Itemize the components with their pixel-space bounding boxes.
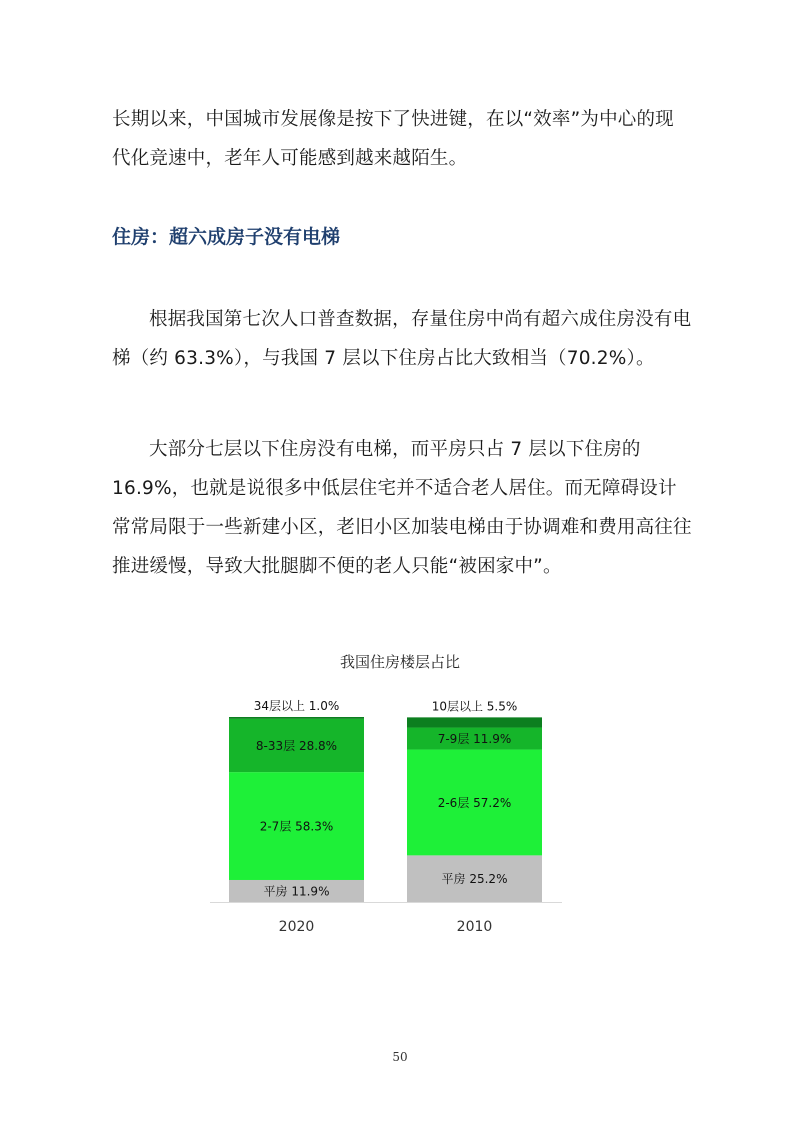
category-label-2020: 2020 <box>278 919 315 935</box>
segment-label: 2-7层 58.3% <box>259 819 334 834</box>
page-number: 50 <box>392 1050 408 1064</box>
segment-label: 10层以上 5.5% <box>431 699 518 714</box>
segment-label: 2-6层 57.2% <box>437 795 512 810</box>
segment-label: 34层以上 1.0% <box>253 699 340 713</box>
segment-label: 平房 11.9% <box>263 884 330 899</box>
category-label-2010: 2010 <box>456 919 493 935</box>
paragraph-low-rise: 大部分七层以下住房没有电梯，而平房只占 7 层以下住房的 16.9%，也就是说很多中低层住宅并不适合老人居住。而无障碍设计常常局限于一些新建小区，老旧小区加装电梯由于协调难和费用高往往推进缓慢，导致大批腿脚不便的老人只能“被困家中”。 <box>112 439 692 577</box>
chart-title: 我国住房楼层占比 <box>339 653 460 671</box>
bar-segment-2020-3 <box>229 717 364 719</box>
paragraph-census: 根据我国第七次人口普查数据，存量住房中尚有超六成住房没有电梯（约 63.3%），与我国 7 层以下住房占比大致相当（70.2%）。 <box>112 309 692 369</box>
segment-label: 7-9层 11.9% <box>437 732 512 747</box>
paragraph-intro: 长期以来，中国城市发展像是按下了快进键，在以“效率”为中心的现代化竞速中，老年人可能感到越来越陌生。 <box>112 109 674 169</box>
segment-label: 平房 25.2% <box>441 872 508 887</box>
bar-segment-2010-3 <box>407 717 542 727</box>
section-heading: 住房：超六成房子没有电梯 <box>112 226 341 248</box>
segment-label: 8-33层 28.8% <box>255 738 338 753</box>
